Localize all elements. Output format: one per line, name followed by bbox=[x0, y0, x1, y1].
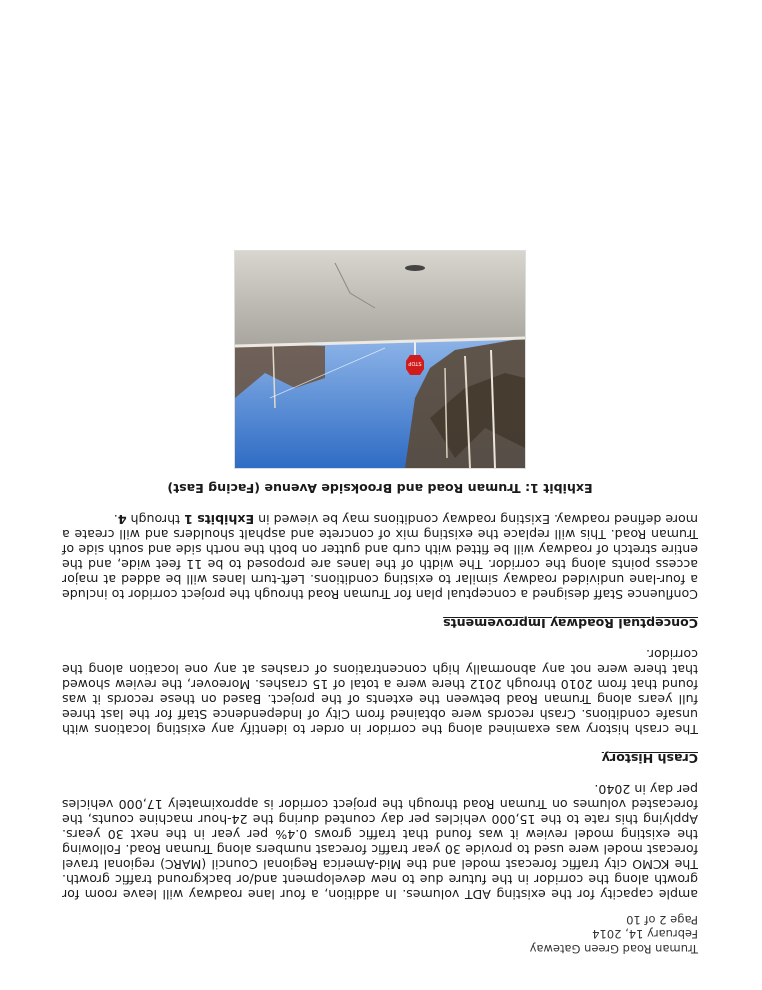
page-content bbox=[62, 251, 698, 957]
road-surface bbox=[235, 252, 525, 347]
roadway-text-mid: through bbox=[126, 512, 185, 528]
crash-history-heading: Crash History bbox=[601, 751, 698, 767]
roadway-improvements-heading: Conceptual Roadway Improvements bbox=[443, 616, 698, 632]
exhibit-photo bbox=[234, 251, 526, 470]
exhibit-reference-1: Exhibits 1 bbox=[184, 512, 255, 528]
roadway-text-main: Confluence Staff designed a conceptual plan for Truman Road through the project corridor to include a four-lane undivided roadway similar to existing conditions. Left-turn lanes will be added at major access points along the corridor. The width of the lanes are proposed to be 11 feet wide, and the entire stretch of roadway will be fitted with curb and gutter on both the north side and south side of Truman Road. This will replace the existing mix of concrete and asphalt shoulders and will create a more defined roadway. Existing roadway conditions may be viewed in bbox=[62, 512, 698, 603]
page-header bbox=[62, 913, 698, 957]
header-project-title: Truman Road Green Gateway bbox=[529, 942, 698, 956]
exhibit-reference-2: 4 bbox=[117, 512, 127, 528]
manhole-cover bbox=[405, 266, 425, 272]
stop-sign-text: STOP bbox=[408, 360, 422, 367]
header-page-number: Page 2 of 10 bbox=[626, 913, 698, 927]
intro-paragraph: ample capacity for the existing ADT volumes. In addition, a four lane roadway will leave room for growth along the corridor in the future due to new development and/or background traffic growth. The KCMO city traffic forecast model and the Mid-America Regional Council (MARC) regional travel forecast model were used to provide 30 year traffic forecast numbers along Truman Road. Following the existing model review it was found that traffic grows 0.4% per year in the next 30 years. Applying this rate to the 15,000 vehicles per day counted during the 24-hour machine counts, the forecasted volumes on Truman Road through the project corridor is approximately 17,000 vehicles per day in 2040. bbox=[62, 782, 698, 903]
roadway-improvements-paragraph bbox=[62, 513, 698, 603]
road-photo-illustration bbox=[235, 252, 525, 469]
roadway-text-end: . bbox=[113, 512, 118, 528]
crash-history-paragraph: The crash history was examined along the corridor in order to identify any existing locations with unsafe conditions. Crash records were obtained from City of Independence Staff for the last three full years along Truman Road between the extents of the project. Based on these records it was found that from 2010 through 2012 there were a total of 15 crashes. Moreover, the review showed that there were not any abnormally high concentrations of crashes at any one location along the corridor. bbox=[62, 647, 698, 738]
exhibit-caption: Exhibit 1: Truman Road and Brookside Avenue (Facing East) bbox=[167, 481, 593, 497]
header-date: February 14, 2014 bbox=[592, 927, 698, 942]
